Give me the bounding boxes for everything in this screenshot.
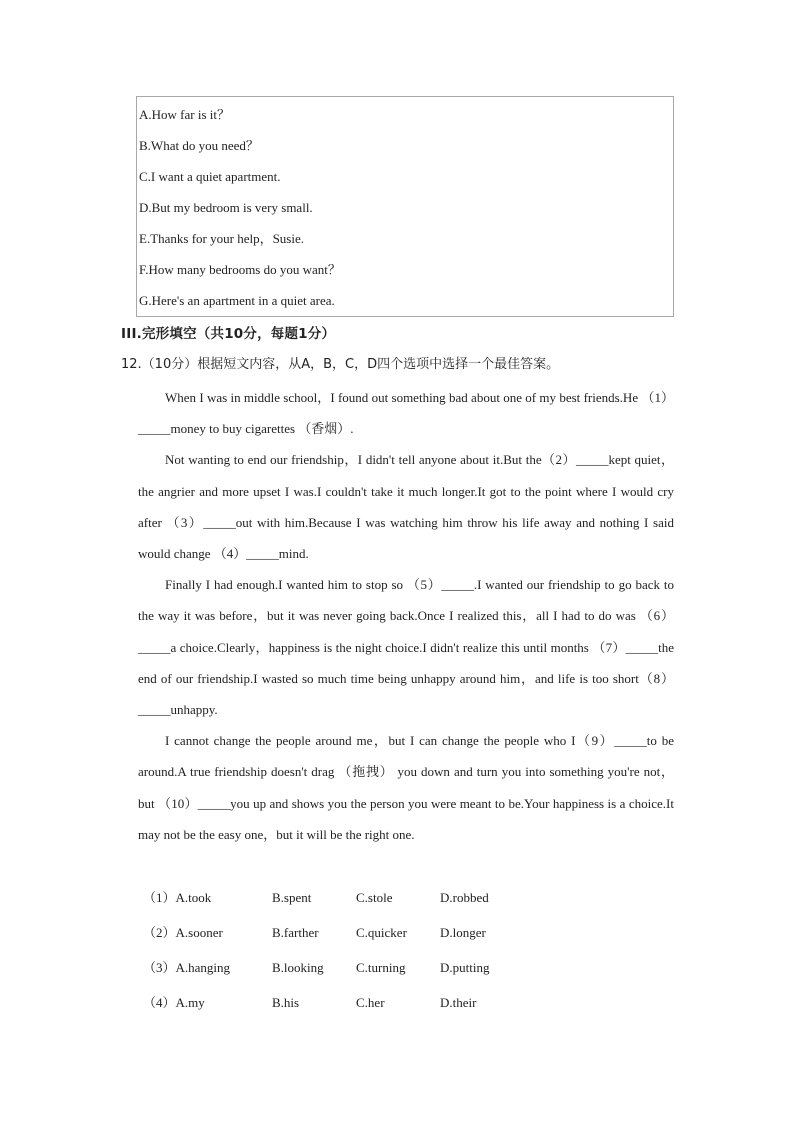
answer-options-box bbox=[136, 96, 674, 317]
option-c: C.I want a quiet apartment. bbox=[139, 169, 281, 184]
passage-paragraph-1: When I was in middle school，I found out something bad about one of my best friends.He （1）_____money to buy cigarettes （香烟）. bbox=[138, 390, 674, 437]
choice-option-b: B.looking bbox=[272, 960, 324, 975]
choice-option-a: （3）A.hanging bbox=[143, 960, 231, 975]
option-g: G.Here's an apartment in a quiet area. bbox=[139, 293, 335, 308]
choice-option-d: D.longer bbox=[440, 925, 486, 940]
choice-option-c: C.turning bbox=[356, 960, 406, 975]
choice-option-b: B.farther bbox=[272, 925, 319, 940]
option-d: D.But my bedroom is very small. bbox=[139, 200, 313, 215]
choice-option-d: D.putting bbox=[440, 960, 490, 975]
choice-option-b: B.his bbox=[272, 995, 300, 1010]
choice-option-b: B.spent bbox=[272, 890, 312, 905]
choice-option-a: （1）A.took bbox=[143, 890, 212, 905]
passage-paragraph-2: Not wanting to end our friendship，I didn't tell anyone about it.But the（2）_____kept quiet，the angrier and more upset I was.I couldn't take it much longer.It got to the point where I would cry after （3）_____out with him.Because I was watching him throw his life away and nothing I said would change （4）_____mind. bbox=[138, 452, 674, 562]
choice-option-c: C.quicker bbox=[356, 925, 407, 940]
passage-paragraph-3: Finally I had enough.I wanted him to stop so （5）_____.I wanted our friendship to go back to the way it was before，but it was never going back.Once I realized this，all I had to do was （6）_____a choice.Clearly，happiness is the night choice.I didn't realize this until months （7）_____the end of our friendship.I wasted so much time being unhappy around him，and life is too short（8）_____unhappy. bbox=[138, 577, 674, 718]
choice-option-c: C.stole bbox=[356, 890, 393, 905]
choice-option-a: （2）A.sooner bbox=[143, 925, 223, 940]
choice-option-d: D.robbed bbox=[440, 890, 489, 905]
option-b: B.What do you need？ bbox=[139, 138, 259, 153]
option-e: E.Thanks for your help，Susie. bbox=[139, 231, 305, 246]
question-stem: 12.（10分）根据短文内容，从A，B，C，D四个选项中选择一个最佳答案。 bbox=[121, 357, 560, 372]
choice-option-a: （4）A.my bbox=[143, 995, 205, 1010]
choice-option-c: C.her bbox=[356, 995, 385, 1010]
section-heading: III.完形填空（共10分，每题1分） bbox=[121, 326, 336, 342]
option-a: A.How far is it？ bbox=[139, 107, 230, 122]
passage-paragraph-4: I cannot change the people around me，but I can change the people who I（9）_____to be around.A true friendship doesn't drag （拖拽） you down and turn you into something you're not，but （10）_____you up and shows you the person you were meant to be.Your happiness is a choice.It may not be the easy one，but it will be the right one. bbox=[138, 733, 674, 842]
cloze-passage bbox=[138, 382, 674, 850]
option-f: F.How many bedrooms do you want？ bbox=[139, 262, 341, 277]
choice-option-d: D.their bbox=[440, 995, 477, 1010]
